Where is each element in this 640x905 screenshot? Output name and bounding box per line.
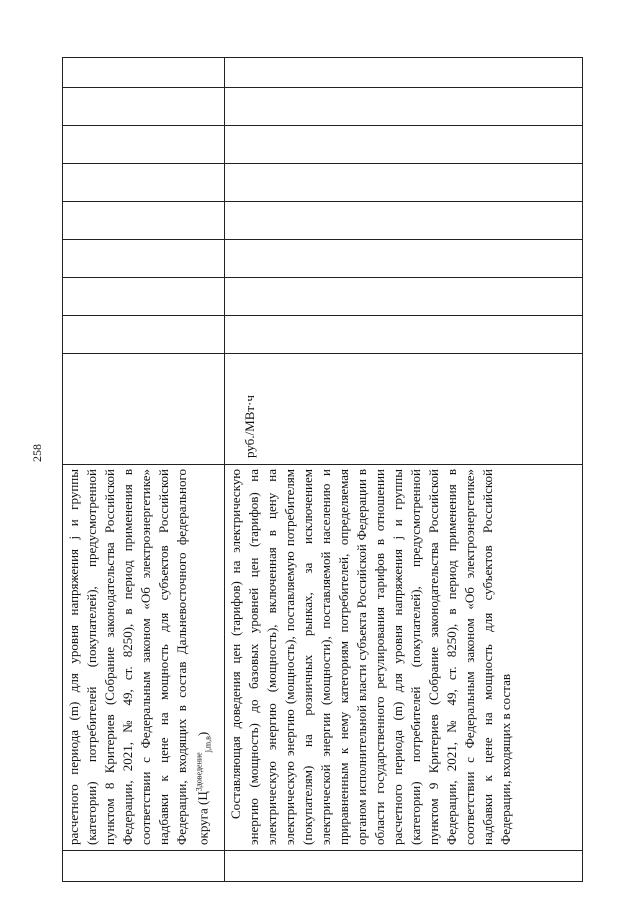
value-cell — [225, 278, 583, 316]
value-cell — [63, 278, 225, 316]
value-cell — [225, 164, 583, 202]
value-cell — [63, 58, 225, 88]
value-cell — [63, 316, 225, 354]
unit-text: руб./МВт·ч — [242, 395, 257, 458]
unit-cell — [63, 354, 225, 465]
value-cell — [225, 58, 583, 88]
description-text: Составляющая доведения цен (тарифов) на электрическую энергию (мощность) до базовых уровней цен (тарифов) на электрическую энергию (мощность), включенная в цену на электрическую энергию (мощность), поставляемую потребителям (покупателям) на розничных рынках, за исключением электрической энергии (мощности), поставляемой населению и приравненным к нему категориям потребителей, определяемая органом исполнительной власти субъекта Российской Федерации в области государственного регулирования тарифов в отношении расчетного периода (m) для уровня напряжения j и группы (категории) потребителей (покупателей), предусмотренной пунктом 9 Критериев (Собрание законодательства Российской Федерации, 2021, № 49, ст. 8250), в период применения в соответствии с Федеральным законом «Об электроэнергетике» надбавки к цене на мощность для субъектов Российской Федерации, входящих в состав — [228, 469, 513, 845]
value-cell — [225, 88, 583, 126]
index-cell — [225, 851, 583, 882]
tariff-table — [62, 57, 583, 882]
value-cell — [63, 240, 225, 278]
value-cell — [63, 88, 225, 126]
value-cell — [225, 202, 583, 240]
value-cell — [225, 316, 583, 354]
unit-text — [63, 354, 79, 464]
unit-cell — [225, 354, 583, 465]
table-row — [225, 58, 583, 882]
formula: $(Ц^{3доведение}_{j,m,в})$ — [195, 731, 213, 805]
table-row — [63, 58, 225, 882]
index-cell — [63, 851, 225, 882]
value-cell — [63, 126, 225, 164]
value-cell — [63, 202, 225, 240]
page-number: 258 — [30, 444, 44, 462]
value-cell — [225, 126, 583, 164]
description-cell — [225, 465, 583, 851]
value-cell — [63, 164, 225, 202]
description-text: расчетного периода (m) для уровня напряжения j и группы (категории) потребителей (покупателей), предусмотренной пунктом 8 Критериев (Собрание законодательства Российской Федерации, 2021, № 49, ст. 8250), в период применения в соответствии с Федеральным законом «Об электроэнергетике» надбавки к цене на мощность для субъектов Российской Федерации, входящих в состав Дальневосточного федерального округа — [66, 469, 211, 845]
value-cell — [225, 240, 583, 278]
description-cell — [63, 465, 225, 851]
